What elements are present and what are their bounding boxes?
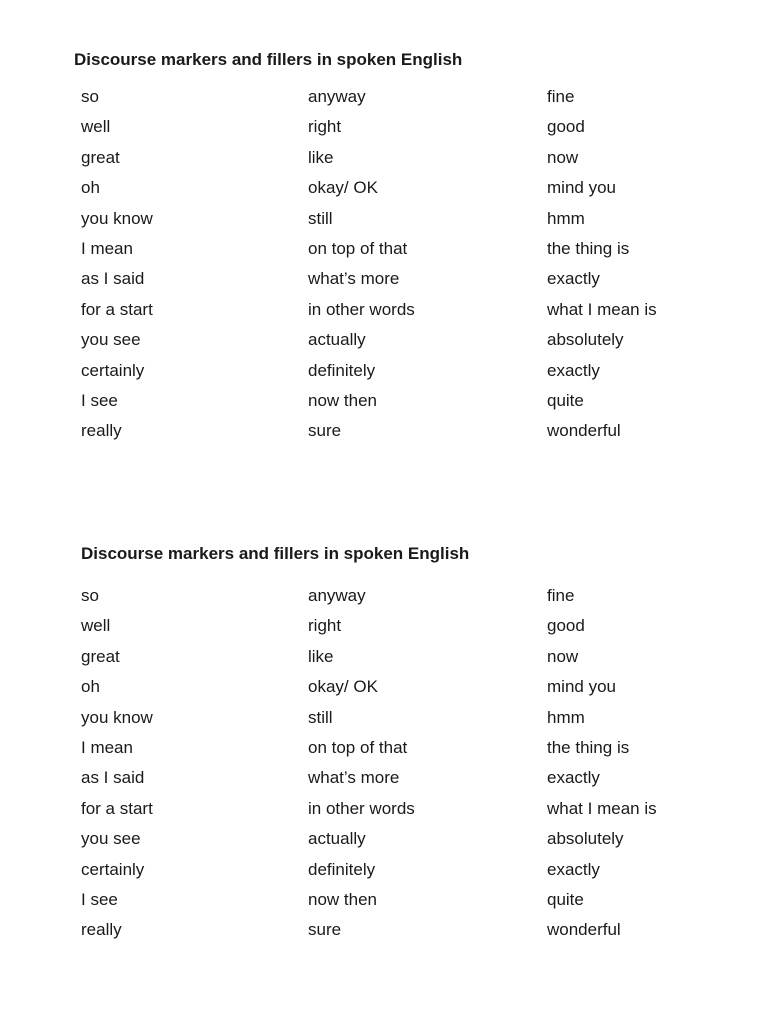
discourse-marker-item: great [81,148,120,167]
discourse-marker-item: now [547,148,579,167]
discourse-marker-item: wonderful [547,920,621,939]
discourse-marker-item: definitely [308,361,376,380]
discourse-marker-item: fine [547,586,575,605]
discourse-marker-item: sure [308,920,342,939]
discourse-marker-item: you know [81,209,153,228]
discourse-marker-item: what’s more [308,768,400,787]
discourse-marker-item: the thing is [547,738,630,757]
discourse-marker-item: I mean [81,239,133,258]
discourse-marker-item: what I mean is [547,300,657,319]
discourse-marker-item: as I said [81,768,145,787]
discourse-marker-item: certainly [81,860,145,879]
discourse-marker-item: still [308,209,333,228]
discourse-marker-item: really [81,421,122,440]
discourse-marker-item: what’s more [308,269,400,288]
discourse-marker-item: in other words [308,300,415,319]
discourse-marker-item: like [308,148,334,167]
discourse-marker-item: for a start [81,300,153,319]
discourse-marker-item: fine [547,87,575,106]
discourse-marker-item: oh [81,178,100,197]
discourse-marker-item: exactly [547,361,600,380]
discourse-marker-item: definitely [308,860,376,879]
discourse-marker-item: wonderful [547,421,621,440]
discourse-marker-item: as I said [81,269,145,288]
discourse-marker-item: I see [81,391,118,410]
discourse-marker-item: in other words [308,799,415,818]
discourse-marker-item: what I mean is [547,799,657,818]
discourse-marker-item: certainly [81,361,145,380]
discourse-marker-item: mind you [547,178,616,197]
discourse-marker-item: on top of that [308,738,408,757]
section-title: Discourse markers and fillers in spoken English [81,544,470,563]
discourse-marker-item: great [81,647,120,666]
discourse-marker-item: so [81,586,99,605]
discourse-marker-item: you see [81,829,141,848]
section-title: Discourse markers and fillers in spoken English [74,50,463,69]
discourse-marker-item: sure [308,421,342,440]
discourse-marker-item: mind you [547,677,616,696]
discourse-marker-item: good [547,117,585,136]
discourse-marker-item: exactly [547,768,600,787]
discourse-marker-item: good [547,616,585,635]
discourse-marker-item: hmm [547,209,585,228]
discourse-marker-item: like [308,647,334,666]
discourse-marker-item: absolutely [547,829,624,848]
discourse-marker-item: exactly [547,269,600,288]
discourse-marker-item: now [547,647,579,666]
discourse-marker-item: so [81,87,99,106]
discourse-marker-item: actually [308,829,366,848]
discourse-marker-item: right [308,117,342,136]
discourse-marker-item: exactly [547,860,600,879]
discourse-marker-item: now then [308,890,377,909]
discourse-marker-item: quite [547,391,584,410]
discourse-marker-item: absolutely [547,330,624,349]
discourse-marker-item: hmm [547,708,585,727]
discourse-marker-item: okay/ OK [308,178,378,197]
discourse-marker-item: I see [81,890,118,909]
discourse-marker-item: actually [308,330,366,349]
discourse-marker-item: anyway [308,586,366,605]
discourse-marker-item: well [81,616,111,635]
discourse-marker-item: oh [81,677,100,696]
discourse-marker-item: anyway [308,87,366,106]
discourse-marker-item: you see [81,330,141,349]
discourse-marker-item: now then [308,391,377,410]
discourse-marker-item: well [81,117,111,136]
discourse-marker-item: I mean [81,738,133,757]
discourse-marker-item: you know [81,708,153,727]
discourse-marker-item: really [81,920,122,939]
discourse-marker-item: right [308,616,342,635]
discourse-marker-item: the thing is [547,239,630,258]
discourse-marker-item: still [308,708,333,727]
discourse-marker-item: okay/ OK [308,677,378,696]
discourse-marker-item: for a start [81,799,153,818]
discourse-marker-item: on top of that [308,239,408,258]
discourse-marker-item: quite [547,890,584,909]
